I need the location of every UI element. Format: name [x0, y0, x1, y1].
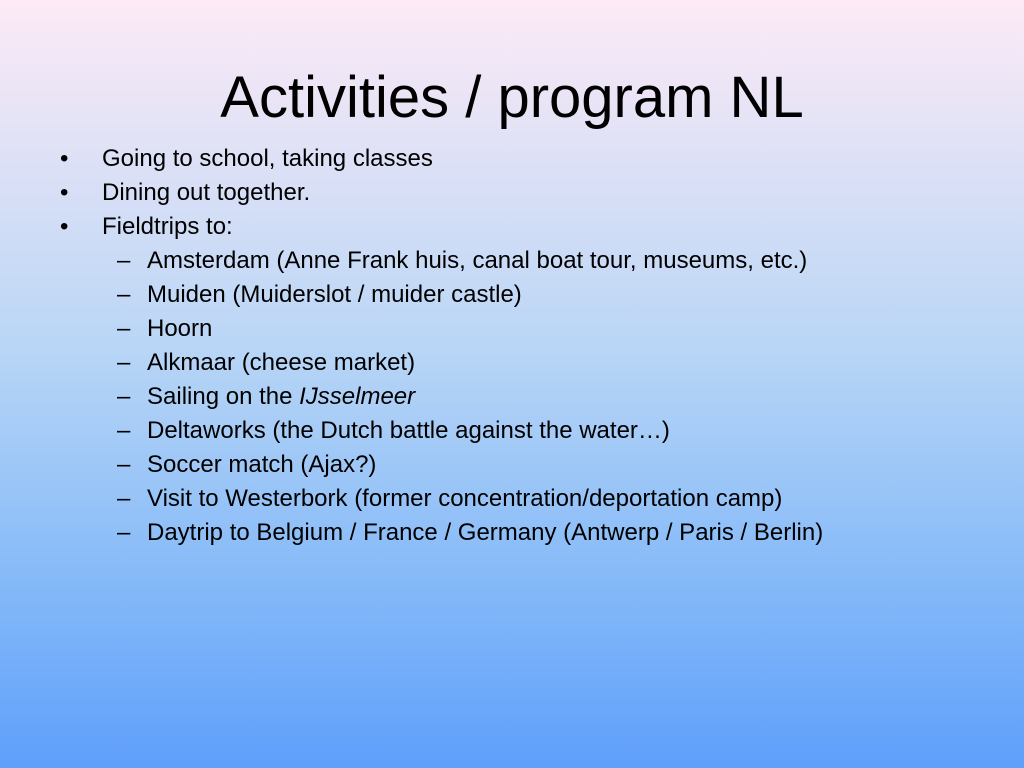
list-item-text: Hoorn — [147, 315, 213, 342]
list-item-text: Deltaworks (the Dutch battle against the water…) — [147, 417, 670, 444]
list-item-text: Fieldtrips to: — [102, 213, 233, 240]
list-item-text: Alkmaar (cheese market) — [147, 349, 416, 376]
bullet-list — [0, 142, 1024, 550]
dash-marker: – — [117, 349, 131, 376]
bullet-marker: • — [60, 145, 69, 172]
sub-list-item — [0, 244, 1024, 278]
sub-list-item — [0, 414, 1024, 448]
list-item — [0, 176, 1024, 210]
list-item — [0, 210, 1024, 244]
dash-marker: – — [117, 485, 131, 512]
slide-title: Activities / program NL — [220, 65, 804, 130]
sub-list-item — [0, 278, 1024, 312]
dash-marker: – — [117, 417, 131, 444]
sub-list-item — [0, 312, 1024, 346]
dash-marker: – — [117, 519, 131, 546]
list-item-text: Dining out together. — [102, 179, 311, 206]
list-item-text-plain: Sailing on the — [147, 383, 300, 410]
list-item — [0, 142, 1024, 176]
sub-list-item — [0, 346, 1024, 380]
list-item-text: Amsterdam (Anne Frank huis, canal boat tour, museums, etc.) — [147, 247, 808, 274]
dash-marker: – — [117, 315, 131, 342]
list-item-text — [147, 380, 415, 414]
dash-marker: – — [117, 383, 131, 410]
list-item-text: Soccer match (Ajax?) — [147, 451, 377, 478]
sub-list-item — [0, 380, 1024, 414]
list-item-text: Daytrip to Belgium / France / Germany (Antwerp / Paris / Berlin) — [147, 519, 824, 546]
dash-marker: – — [117, 451, 131, 478]
bullet-marker: • — [60, 179, 69, 206]
list-item-text: Visit to Westerbork (former concentration/deportation camp) — [147, 485, 783, 512]
sub-list-item — [0, 448, 1024, 482]
bullet-marker: • — [60, 213, 69, 240]
sub-list-item — [0, 482, 1024, 516]
list-item-text: Muiden (Muiderslot / muider castle) — [147, 281, 522, 308]
list-item-text: Going to school, taking classes — [102, 145, 433, 172]
dash-marker: – — [117, 281, 131, 308]
sub-list-item — [0, 516, 1024, 550]
list-item-text-italic: IJsselmeer — [299, 383, 416, 410]
dash-marker: – — [117, 247, 131, 274]
